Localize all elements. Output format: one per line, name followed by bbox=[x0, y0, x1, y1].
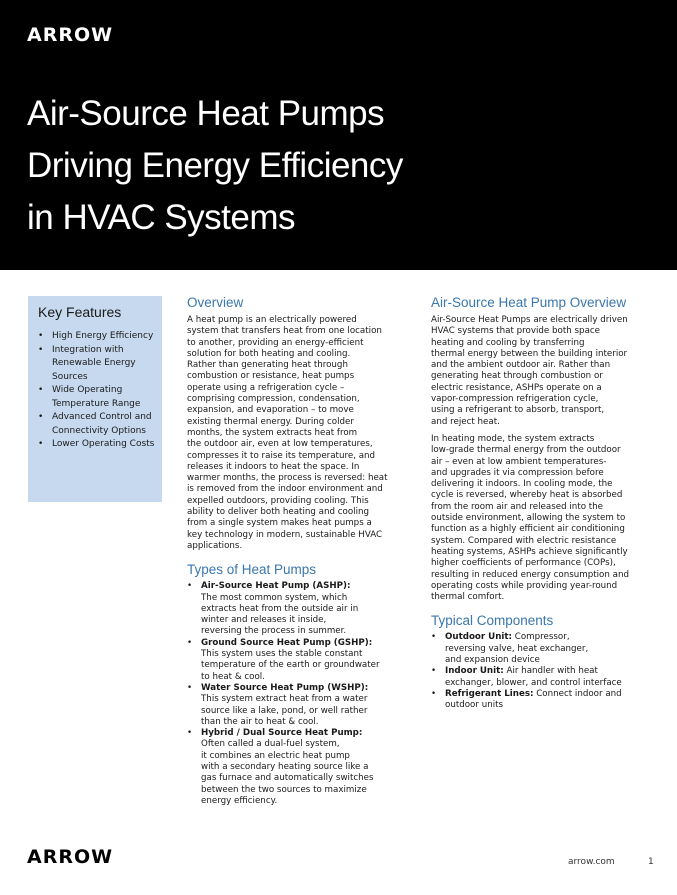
heat-pump-type-title: • Air-Source Heat Pump (ASHP): bbox=[201, 581, 351, 592]
text-line: vapor-compression refrigeration cycle, bbox=[431, 394, 599, 405]
text-line: existing thermal energy. During colder bbox=[187, 416, 354, 427]
text-line: compresses it to raise its temperature, and bbox=[187, 450, 376, 461]
text-line: This system uses the stable constant bbox=[201, 649, 363, 660]
types-heading: Types of Heat Pumps bbox=[187, 562, 317, 578]
key-feature-item: • Lower Operating Costs bbox=[38, 438, 156, 452]
text-line: between the two sources to maximize bbox=[201, 784, 367, 795]
key-feature-item: • Integration with Renewable Energy Sources bbox=[38, 344, 156, 385]
text-line: resulting in reduced energy consumption and bbox=[431, 569, 629, 580]
title-line-1: Air-Source Heat Pumps bbox=[27, 94, 385, 133]
text-line: it combines an electric heat pump bbox=[201, 750, 350, 761]
arrow-logo: ARROW bbox=[27, 24, 114, 46]
text-line: warmer months, the process is reversed: heat bbox=[187, 473, 388, 484]
arrow-logo-footer: ARROW bbox=[27, 846, 114, 868]
text-line: air – even at low ambient temperatures- bbox=[431, 456, 607, 467]
component-first-line bbox=[445, 632, 656, 643]
right-column bbox=[431, 294, 656, 712]
text-line: HVAC systems that provide both space bbox=[431, 326, 601, 337]
text-line: solution for both heating and cooling. bbox=[187, 348, 351, 359]
overview-heading: Overview bbox=[187, 295, 244, 310]
text-line: generating heat through combustion or bbox=[431, 371, 603, 382]
text-line: winter and releases it inside, bbox=[201, 615, 327, 626]
heat-pump-type-item bbox=[187, 683, 412, 728]
text-line: using a refrigerant to absorb, transport, bbox=[431, 405, 605, 416]
footer-website: arrow.com bbox=[568, 857, 615, 867]
text-line: low-grade thermal energy from the outdoor bbox=[431, 445, 621, 456]
text-line: function as a highly efficient air conditioning bbox=[431, 524, 625, 535]
text-line: than the air to heat & cool. bbox=[201, 716, 319, 727]
text-line: from a single system makes heat pumps a bbox=[187, 518, 372, 529]
component-item bbox=[431, 666, 656, 689]
text-line: to heat & cool. bbox=[201, 671, 265, 682]
component-title: Indoor Unit: bbox=[445, 666, 504, 677]
heat-pump-type-item bbox=[187, 581, 412, 637]
text-line: source like a lake, pond, or well rather bbox=[201, 705, 368, 716]
text-line: and reject heat. bbox=[431, 416, 500, 427]
text-line: A heat pump is an electrically powered bbox=[187, 315, 357, 325]
component-description: Compressor, bbox=[512, 632, 570, 643]
text-line: months, the system extracts heat from bbox=[187, 427, 358, 438]
text-line: is removed from the indoor environment and bbox=[187, 484, 383, 495]
text-line: the outdoor air, even at low temperatures, bbox=[187, 439, 373, 450]
text-line: expansion, and evaporation – to move bbox=[187, 405, 354, 416]
key-features-heading: Key Features bbox=[38, 304, 122, 320]
text-line: system. Compared with electric resistance bbox=[431, 535, 617, 546]
text-line: exchanger, blower, and control interface bbox=[445, 677, 622, 688]
text-line: from the room air and released into the bbox=[431, 501, 604, 512]
text-line: The most common system, which bbox=[201, 592, 348, 603]
ashp-paragraph-1 bbox=[431, 315, 656, 428]
text-line: heating systems, ASHPs achieve significantly bbox=[431, 546, 628, 557]
text-line: key technology in modern, sustainable HVAC bbox=[187, 529, 383, 540]
text-line: comprising compression, condensation, bbox=[187, 394, 360, 405]
text-line: In heating mode, the system extracts bbox=[431, 433, 595, 444]
component-item bbox=[431, 632, 656, 666]
heat-pump-type-item bbox=[187, 728, 412, 807]
text-line: operate using a refrigeration cycle – bbox=[187, 382, 345, 393]
text-line: Air-Source Heat Pumps are electrically driven bbox=[431, 315, 628, 325]
types-list bbox=[187, 581, 412, 807]
text-line: applications. bbox=[187, 540, 243, 551]
text-line: outside environment, allowing the system to bbox=[431, 513, 626, 524]
text-line: reversing the process in summer. bbox=[201, 626, 347, 637]
text-line: outdoor units bbox=[445, 700, 504, 711]
heat-pump-type-item bbox=[187, 638, 412, 683]
ashp-overview-heading: Air-Source Heat Pump Overview bbox=[431, 295, 627, 310]
key-features-box bbox=[28, 296, 162, 502]
text-line: to another, providing an energy-efficient bbox=[187, 337, 364, 348]
text-line: with a secondary heating source like a bbox=[201, 761, 369, 772]
middle-column bbox=[187, 294, 412, 807]
overview-paragraph bbox=[187, 315, 412, 552]
text-line: energy efficiency. bbox=[201, 795, 278, 806]
title-line-3: in HVAC Systems bbox=[27, 198, 296, 237]
heat-pump-type-title: • Hybrid / Dual Source Heat Pump: bbox=[201, 728, 363, 739]
component-title: Outdoor Unit: bbox=[445, 632, 513, 643]
components-list bbox=[431, 632, 656, 711]
component-item bbox=[431, 689, 656, 712]
text-line: Often called a dual-fuel system, bbox=[201, 739, 340, 750]
key-features-list bbox=[38, 330, 156, 452]
ashp-paragraph-2 bbox=[431, 434, 656, 603]
text-line: and upgrades it via compression before bbox=[431, 467, 604, 478]
text-line: system that transfers heat from one location bbox=[187, 326, 382, 337]
text-line: thermal energy between the building interior bbox=[431, 348, 628, 359]
heat-pump-type-title: • Water Source Heat Pump (WSHP): bbox=[201, 682, 369, 693]
title-banner bbox=[0, 0, 677, 270]
text-line: and the ambient outdoor air. Rather than bbox=[431, 360, 611, 371]
text-line: delivering it indoors. In cooling mode, the bbox=[431, 479, 613, 490]
page-title bbox=[27, 88, 647, 244]
component-first-line bbox=[445, 689, 656, 700]
text-line: operating costs while providing year-round bbox=[431, 580, 618, 591]
text-line: This system extract heat from a water bbox=[201, 694, 368, 705]
key-feature-item: • Advanced Control and Connectivity Options bbox=[38, 411, 156, 438]
key-feature-item: • High Energy Efficiency bbox=[38, 330, 156, 344]
text-line: Rather than generating heat through bbox=[187, 360, 348, 371]
text-line: electric resistance, ASHPs operate on a bbox=[431, 382, 602, 393]
component-description: Air handler with heat bbox=[503, 666, 598, 677]
text-line: temperature of the earth or groundwater bbox=[201, 660, 380, 671]
heat-pump-type-title: • Ground Source Heat Pump (GSHP): bbox=[201, 637, 373, 648]
text-line: higher coefficients of performance (COPs), bbox=[431, 558, 616, 569]
text-line: extracts heat from the outside air in bbox=[201, 603, 359, 614]
title-line-2: Driving Energy Efficiency bbox=[27, 146, 403, 185]
text-line: reversing valve, heat exchanger, bbox=[445, 643, 589, 654]
page-number: 1 bbox=[648, 857, 654, 867]
component-first-line bbox=[445, 666, 656, 677]
text-line: heating and cooling by transferring bbox=[431, 337, 585, 348]
text-line: expelled outdoors, providing cooling. This bbox=[187, 495, 369, 506]
key-feature-item: • Wide Operating Temperature Range bbox=[38, 384, 156, 411]
text-line: ability to deliver both heating and cooling bbox=[187, 507, 370, 518]
text-line: thermal comfort. bbox=[431, 592, 505, 603]
component-description: Connect indoor and bbox=[533, 688, 622, 699]
component-title: Refrigerant Lines: bbox=[445, 688, 534, 699]
text-line: combustion or resistance, heat pumps bbox=[187, 371, 355, 382]
text-line: gas furnace and automatically switches bbox=[201, 773, 374, 784]
text-line: cycle is reversed, whereby heat is absorbed bbox=[431, 490, 623, 501]
text-line: releases it indoors to heat the space. In bbox=[187, 461, 360, 472]
text-line: and expansion device bbox=[445, 655, 540, 666]
components-heading: Typical Components bbox=[431, 613, 554, 629]
